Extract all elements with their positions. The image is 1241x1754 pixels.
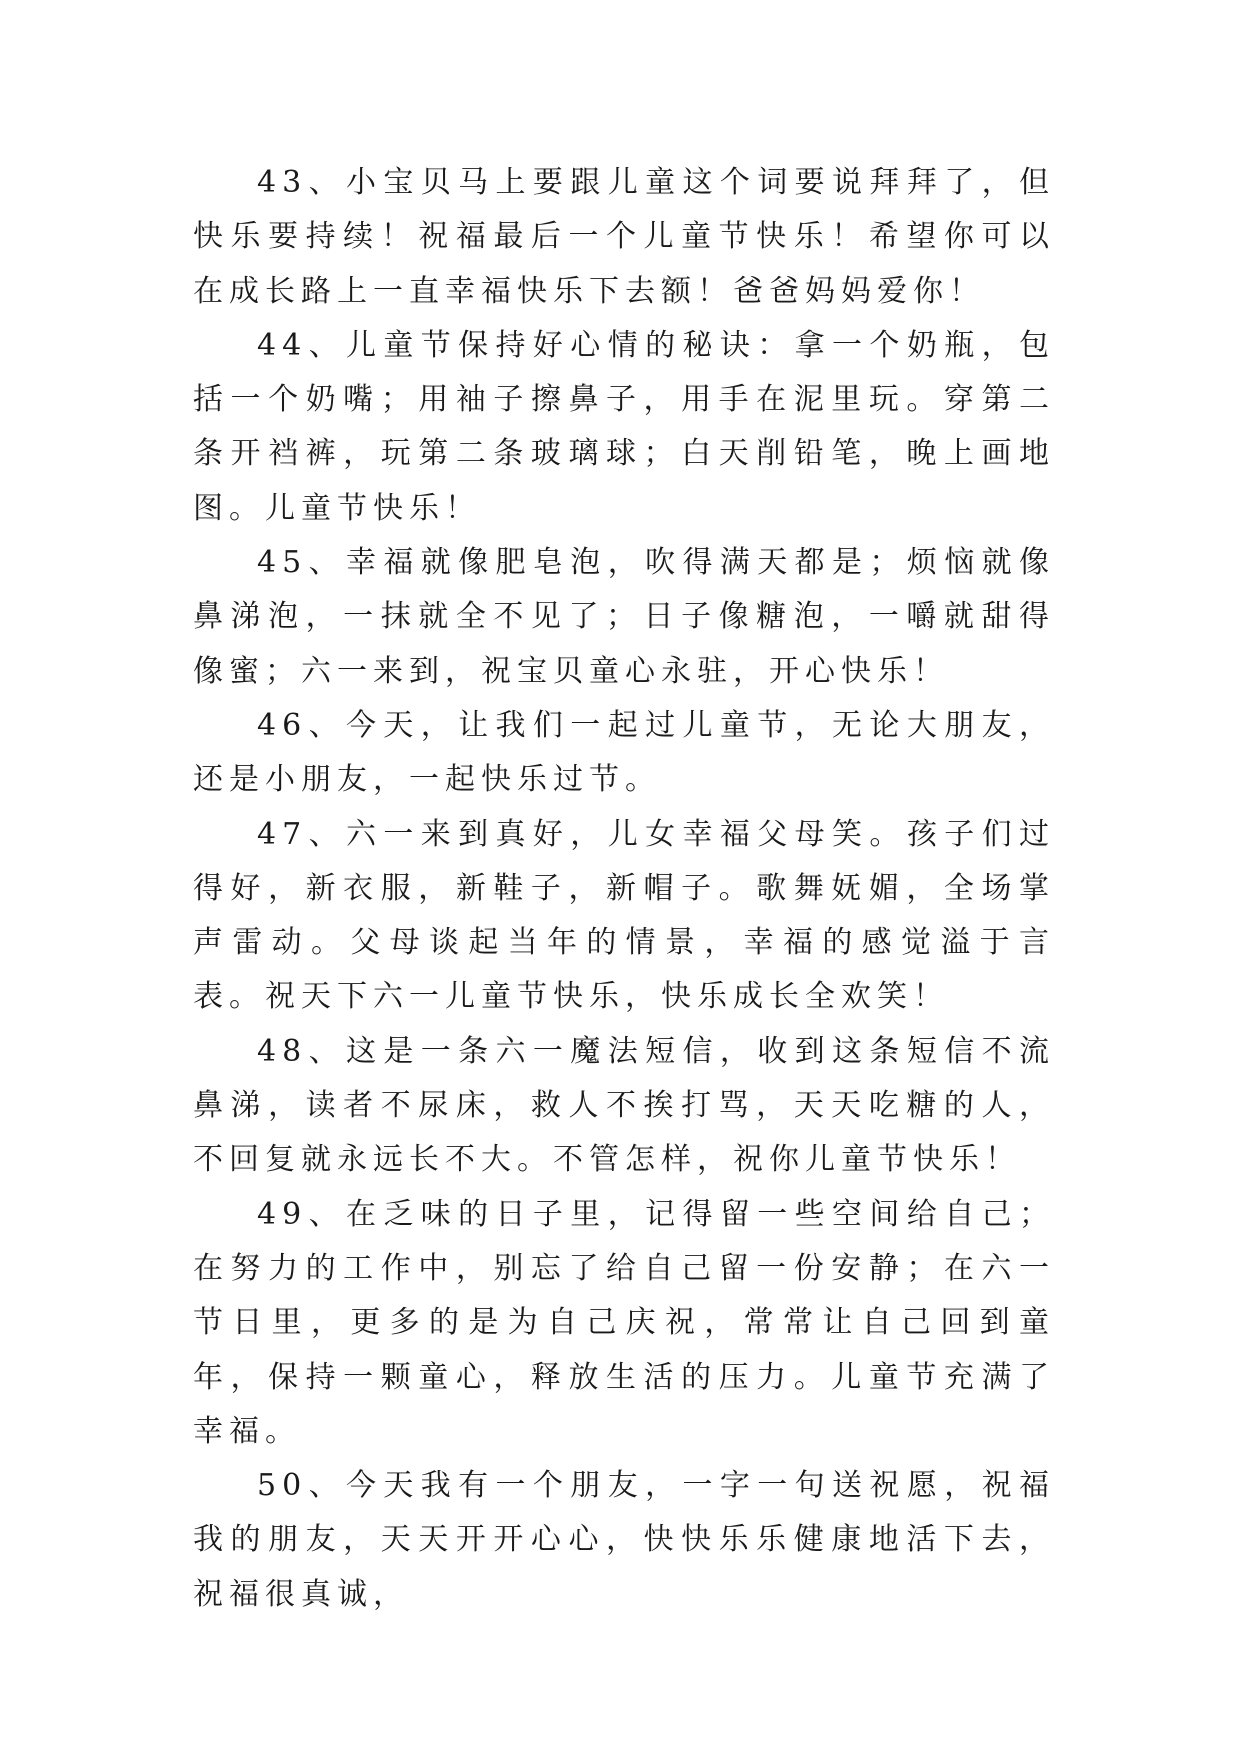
paragraph-46: 46、今天，让我们一起过儿童节，无论大朋友，还是小朋友，一起快乐过节。 <box>193 707 1055 798</box>
paragraph-43: 43、小宝贝马上要跟儿童这个词要说拜拜了，但快乐要持续！祝福最后一个儿童节快乐！希望你可以在成长路上一直幸福快乐下去额！爸爸妈妈爱你！ <box>193 165 1055 309</box>
paragraph-47: 47、六一来到真好，儿女幸福父母笑。孩子们过得好，新衣服，新鞋子，新帽子。歌舞妩媚，全场掌声雷动。父母谈起当年的情景，幸福的感觉溢于言表。祝天下六一儿童节快乐，快乐成长全欢笑！ <box>193 816 1055 1015</box>
paragraph-45: 45、幸福就像肥皂泡，吹得满天都是；烦恼就像鼻涕泡，一抹就全不见了；日子像糖泡，一嚼就甜得像蜜；六一来到，祝宝贝童心永驻，开心快乐！ <box>193 545 1055 689</box>
paragraph-44: 44、儿童节保持好心情的秘诀：拿一个奶瓶，包括一个奶嘴；用袖子擦鼻子，用手在泥里玩。穿第二条开裆裤，玩第二条玻璃球；白天削铅笔，晚上画地图。儿童节快乐！ <box>193 327 1055 526</box>
document-body <box>193 156 1055 1622</box>
paragraph-50: 50、今天我有一个朋友，一字一句送祝愿，祝福我的朋友，天天开开心心，快快乐乐健康地活下去，祝福很真诚， <box>193 1468 1055 1612</box>
paragraph-48: 48、这是一条六一魔法短信，收到这条短信不流鼻涕，读者不尿床，救人不挨打骂，天天吃糖的人，不回复就永远长不大。不管怎样，祝你儿童节快乐！ <box>193 1033 1055 1178</box>
paragraph-49: 49、在乏味的日子里，记得留一些空间给自己；在努力的工作中，别忘了给自己留一份安静；在六一节日里，更多的是为自己庆祝，常常让自己回到童年，保持一颗童心，释放生活的压力。儿童节充满了幸福。 <box>193 1196 1055 1449</box>
